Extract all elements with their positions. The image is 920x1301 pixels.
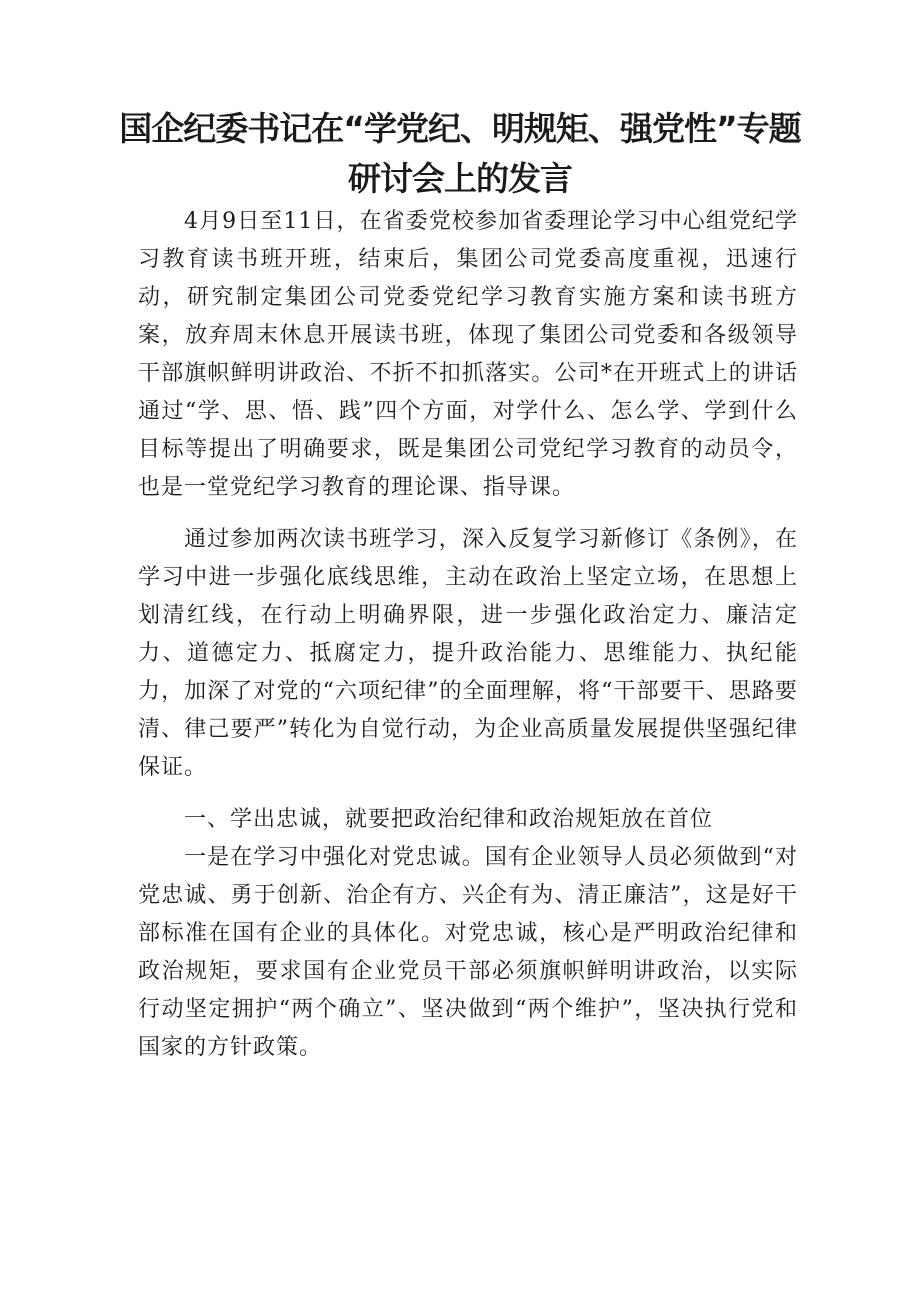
paragraph-intro: 4月9日至11日，在省委党校参加省委理论学习中心组党纪学习教育读书班开班，结束后，集团公司党委高度重视，迅速行动，研究制定集团公司党委党纪学习教育实施方案和读书班方案，放弃周末休息开展读书班，体现了集团公司党委和各级领导干部旗帜鲜明讲政治、不折不扣抓落实。公司*在开班式上的讲话通过“学、思、悟、践”四个方面，对学什么、怎么学、学到什么目标等提出了明确要求，既是集团公司党纪学习教育的动员令，也是一堂党纪学习教育的理论课、指导课。	[138, 209, 798, 500]
document-body	[138, 203, 798, 1067]
paragraph-study: 通过参加两次读书班学习，深入反复学习新修订《条例》，在学习中进一步强化底线思维，主动在政治上坚定立场，在思想上划清红线，在行动上明确界限，进一步强化政治定力、廉洁定力、道德定力、抵腐定力，提升政治能力、思维能力、执纪能力，加深了对党的“六项纪律”的全面理解，将“干部要干、思路要清、律己要严”转化为自觉行动，为企业高质量发展提供坚强纪律保证。	[138, 527, 798, 780]
section-heading: 一、学出忠诚，就要把政治纪律和政治规矩放在首位	[184, 807, 714, 832]
document-title: 国企纪委书记在“学党纪、明规矩、强党性”专题研讨会上的发言	[119, 109, 801, 198]
paragraph-loyalty: 一是在学习中强化对党忠诚。国有企业领导人员必须做到“对党忠诚、勇于创新、治企有方、兴企有为、清正廉洁”，这是好干部标准在国有企业的具体化。对党忠诚，核心是严明政治纪律和政治规矩，要求国有企业党员干部必须旗帜鲜明讲政治，以实际行动坚定拥护“两个确立”、坚决做到“两个维护”，坚决执行党和国家的方针政策。	[138, 845, 798, 1060]
